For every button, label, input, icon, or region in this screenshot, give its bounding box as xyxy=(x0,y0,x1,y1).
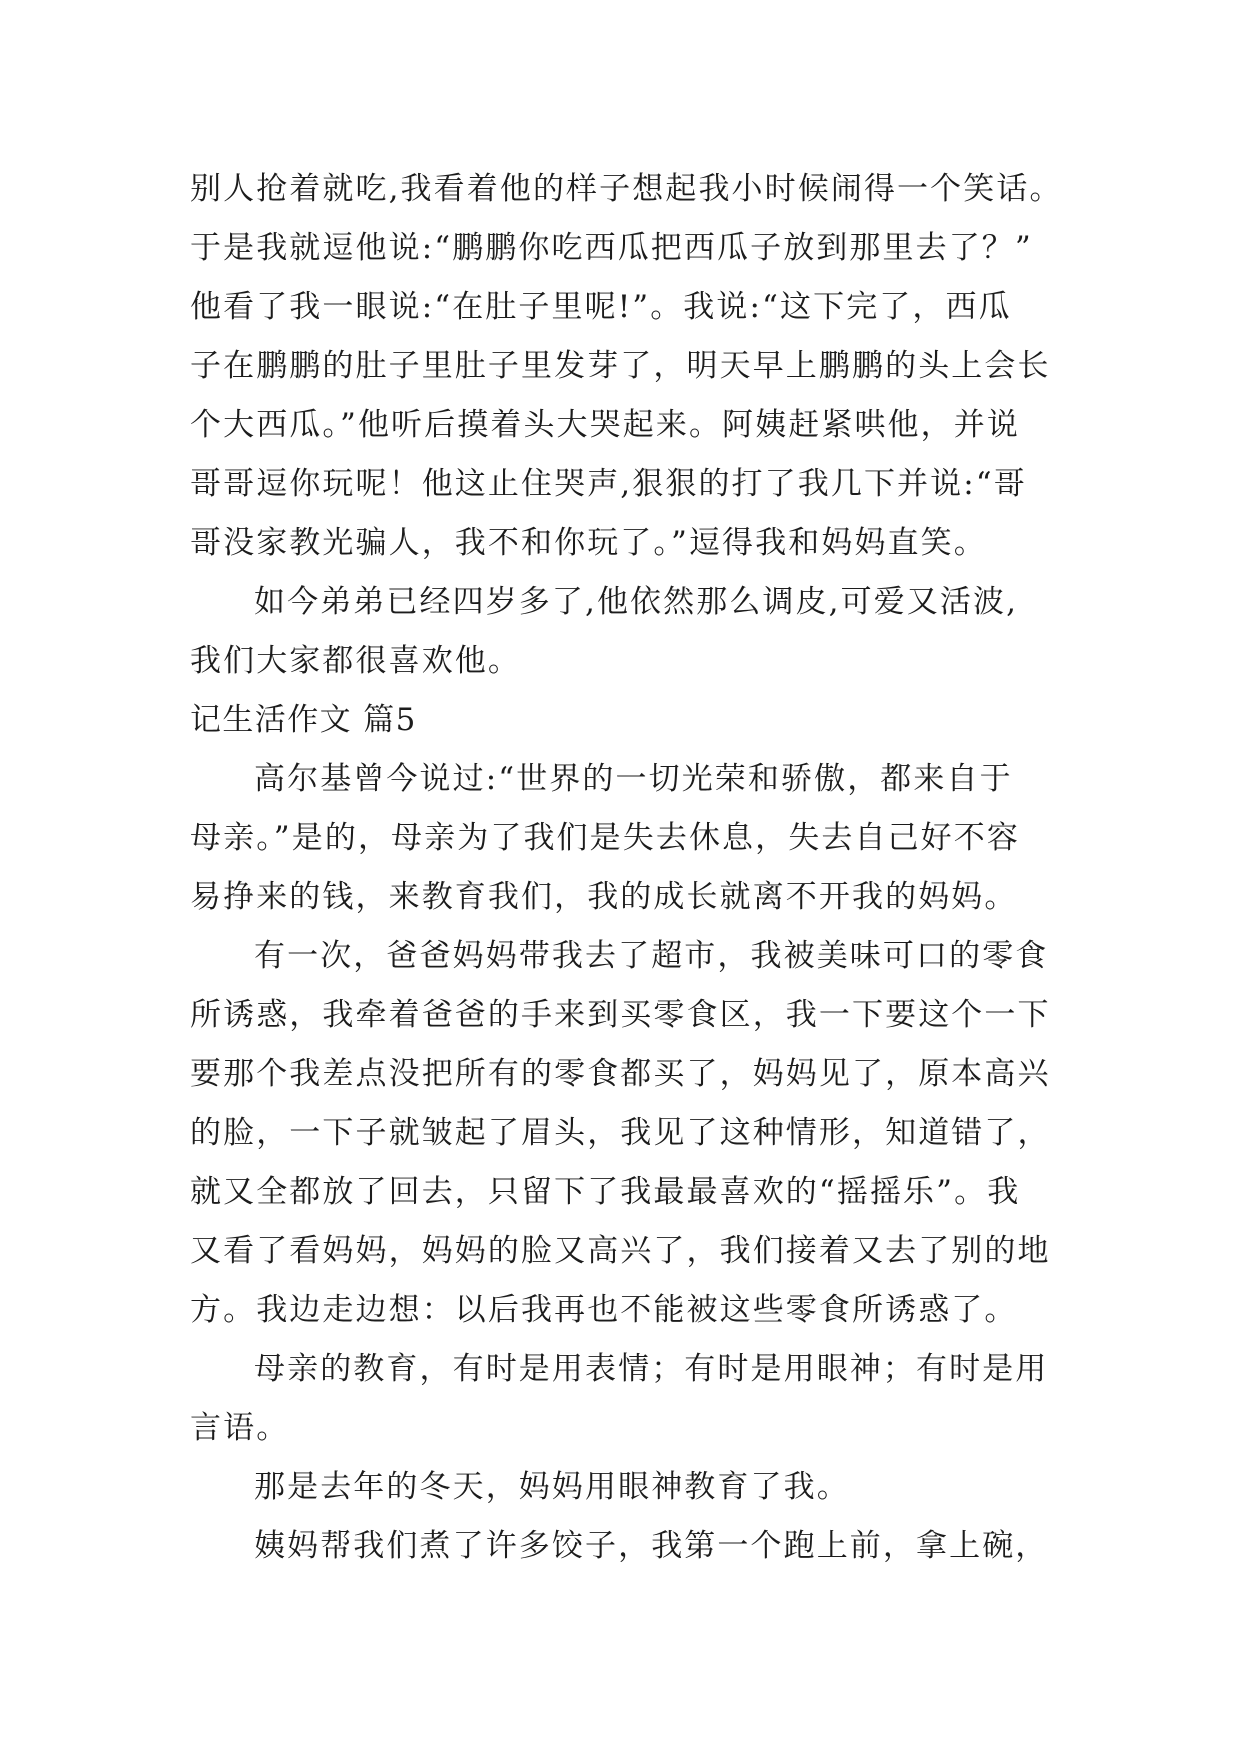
text-line: 子在鹏鹏的肚子里肚子里发芽了，明天早上鹏鹏的头上会长 xyxy=(190,348,1051,384)
text-line: 哥没家教光骗人，我不和你玩了。”逗得我和妈妈直笑。 xyxy=(190,525,987,561)
text-line: 易挣来的钱，来教育我们，我的成长就离不开我的妈妈。 xyxy=(190,879,1018,915)
text-line: 又看了看妈妈，妈妈的脸又高兴了，我们接着又去了别的地 xyxy=(190,1233,1051,1269)
text-line: 如今弟弟已经四岁多了,他依然那么调皮,可爱又活波, xyxy=(254,584,1019,620)
text-line: 所诱惑，我牵着爸爸的手来到买零食区，我一下要这个一下 xyxy=(190,997,1051,1033)
text-line: 的脸，一下子就皱起了眉头，我见了这种情形，知道错了， xyxy=(190,1115,1051,1151)
text-line: 有一次，爸爸妈妈带我去了超市，我被美味可口的零食 xyxy=(254,938,1049,974)
text-line: 母亲的教育，有时是用表情；有时是用眼神；有时是用 xyxy=(254,1351,1049,1387)
text-line: 高尔基曾今说过:“世界的一切光荣和骄傲，都来自于 xyxy=(254,761,1013,797)
section-heading: 记生活作文 篇5 xyxy=(190,702,417,738)
text-line: 姨妈帮我们煮了许多饺子，我第一个跑上前，拿上碗， xyxy=(254,1528,1049,1564)
text-line: 我们大家都很喜欢他。 xyxy=(190,643,521,679)
text-line: 言语。 xyxy=(190,1410,290,1446)
text-line: 别人抢着就吃,我看着他的样子想起我小时候闹得一个笑话。 xyxy=(190,171,1063,207)
body-text xyxy=(190,160,1090,1576)
text-line: 那是去年的冬天，妈妈用眼神教育了我。 xyxy=(254,1469,850,1505)
text-line: 要那个我差点没把所有的零食都买了，妈妈见了，原本高兴 xyxy=(190,1056,1051,1092)
text-line: 于是我就逗他说:“鹏鹏你吃西瓜把西瓜子放到那里去了？” xyxy=(190,230,1033,266)
text-line: 就又全都放了回去，只留下了我最最喜欢的“摇摇乐”。我 xyxy=(190,1174,1021,1210)
text-line: 哥哥逗你玩呢！他这止住哭声,狠狠的打了我几下并说:“哥 xyxy=(190,466,1027,502)
text-line: 母亲。”是的，母亲为了我们是失去休息，失去自己好不容 xyxy=(190,820,1020,856)
text-line: 他看了我一眼说:“在肚子里呢!”。我说:“这下完了，西瓜 xyxy=(190,289,1012,325)
text-line: 个大西瓜。”他听后摸着头大哭起来。阿姨赶紧哄他，并说 xyxy=(190,407,1020,443)
text-line: 方。我边走边想：以后我再也不能被这些零食所诱惑了。 xyxy=(190,1292,1018,1328)
